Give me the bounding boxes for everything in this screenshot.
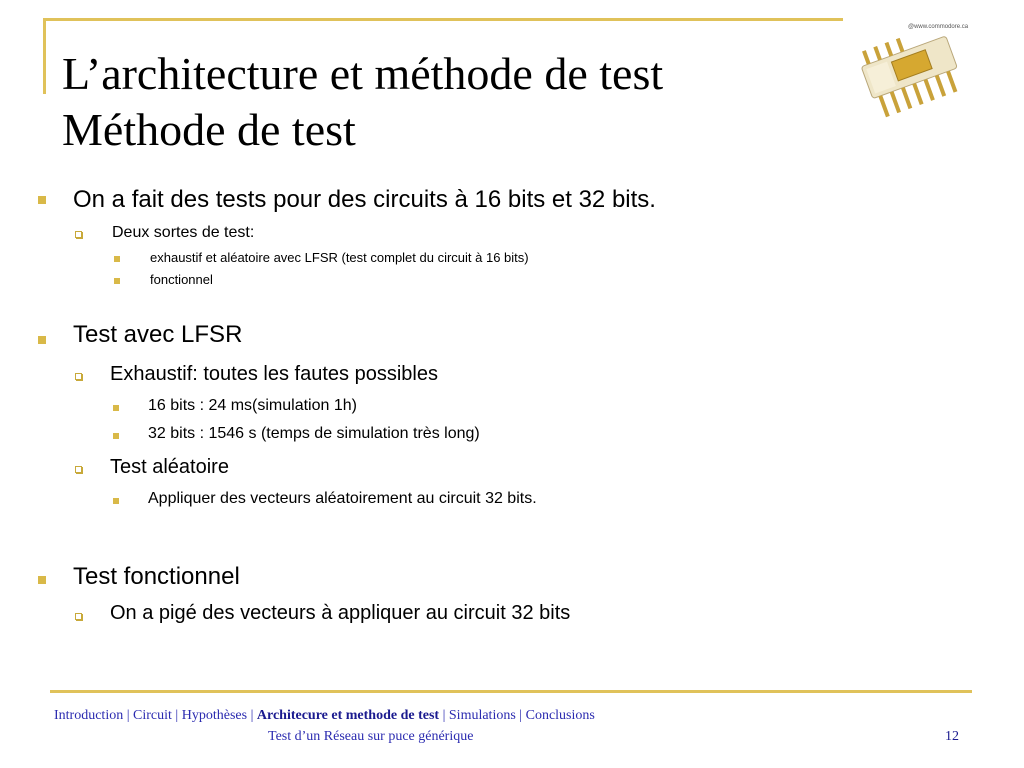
bullet-small-square-icon	[113, 405, 119, 411]
title-line-1: L’architecture et méthode de test	[62, 48, 664, 99]
bullet-square-icon	[38, 576, 46, 584]
footer-link-circuit[interactable]: Circuit	[133, 708, 172, 723]
bullet-level1: On a fait des tests pour des circuits à 16 bits et 32 bits.	[73, 186, 656, 213]
bullet-hollow-square-icon	[75, 373, 82, 380]
footer-separator: |	[175, 708, 179, 723]
bullet-level3: 32 bits : 1546 s (temps de simulation très long)	[148, 425, 480, 442]
bullet-level1: Test fonctionnel	[73, 563, 240, 590]
footer-separator: |	[126, 708, 130, 723]
bullet-square-icon	[38, 336, 46, 344]
footer-nav	[54, 708, 595, 724]
footer-subtitle: Test d’un Réseau sur puce générique	[268, 729, 474, 744]
bullet-level3: 16 bits : 24 ms(simulation 1h)	[148, 397, 357, 414]
bullet-hollow-square-icon	[75, 231, 82, 238]
footer-link-architecture-active[interactable]: Architecure et methode de test	[256, 708, 440, 723]
footer-link-conclusions[interactable]: Conclusions	[525, 708, 595, 723]
bullet-level2: On a pigé des vecteurs à appliquer au circuit 32 bits	[110, 602, 571, 624]
bullet-hollow-square-icon	[75, 613, 82, 620]
footer-separator: |	[519, 708, 523, 723]
bullet-small-square-icon	[113, 498, 119, 504]
bullet-level2: Deux sortes de test:	[112, 224, 255, 241]
footer-link-hypotheses[interactable]: Hypothèses	[181, 708, 248, 723]
footer-separator: |	[442, 708, 446, 723]
footer-separator: |	[250, 708, 254, 723]
bullet-hollow-square-icon	[75, 466, 82, 473]
bullet-level2: Test aléatoire	[110, 456, 229, 478]
page-number: 12	[945, 729, 959, 744]
bullet-small-square-icon	[114, 256, 120, 262]
bullet-level1: Test avec LFSR	[73, 321, 243, 348]
bullet-square-icon	[38, 196, 46, 204]
bullet-small-square-icon	[114, 278, 120, 284]
footer-link-simulations[interactable]: Simulations	[448, 708, 516, 723]
bullet-level3: Appliquer des vecteurs aléatoirement au circuit 32 bits.	[148, 490, 537, 507]
bullet-level3: exhaustif et aléatoire avec LFSR (test complet du circuit à 16 bits)	[150, 250, 529, 265]
footer-rule	[50, 690, 972, 693]
footer-link-introduction[interactable]: Introduction	[54, 708, 124, 723]
bullet-level3: fonctionnel	[150, 272, 213, 287]
bullet-small-square-icon	[113, 433, 119, 439]
title-line-2: Méthode de test	[62, 104, 356, 155]
chip-watermark: @www.commodore.ca	[908, 24, 969, 30]
bullet-level2: Exhaustif: toutes les fautes possibles	[110, 363, 438, 385]
